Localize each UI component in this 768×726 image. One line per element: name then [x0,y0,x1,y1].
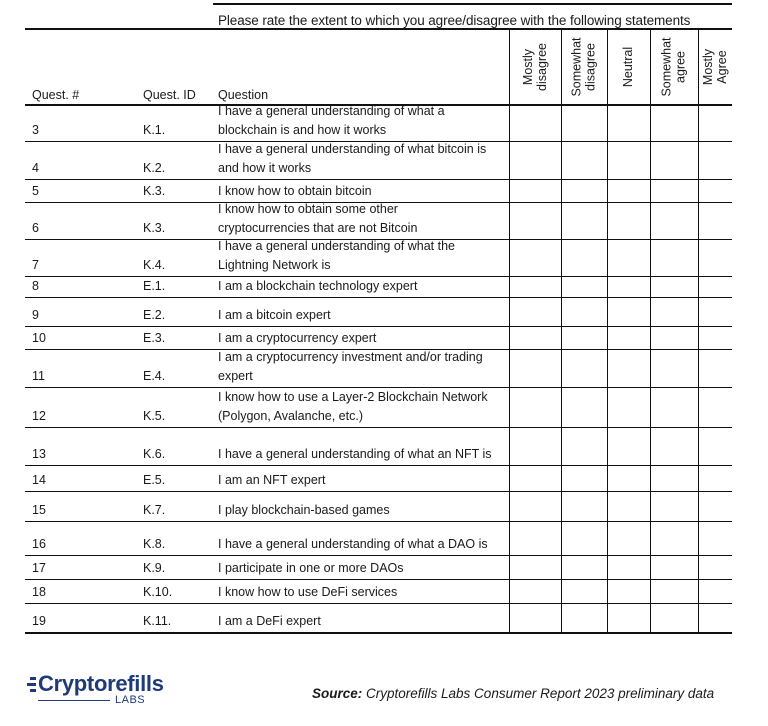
source-note [312,686,714,701]
question-cell [218,501,508,520]
grid-vline [607,30,608,633]
quest-num-cell: 13 [32,446,46,461]
table-row [25,240,732,277]
question-line: I have a general understanding of what bitcoin is [218,142,487,156]
quest-num-cell: 8 [32,278,39,293]
grid-vline [561,30,562,633]
quest-id-cell: K.1. [143,122,166,137]
table-row [25,556,732,580]
scale-header-line: Somewhat [660,37,674,97]
header-question: Question [218,88,269,102]
question-cell [218,388,508,425]
question-line: blockchain is and how it works [218,122,387,137]
question-cell [218,612,508,631]
scale-header-line: Neutral [621,46,636,88]
quest-id-cell: K.6. [143,446,166,461]
question-line: I have a general understanding of what an NFT is [218,446,492,461]
quest-id-cell: K.7. [143,502,166,517]
table-row [25,298,732,327]
question-cell [218,237,508,274]
question-cell [218,583,508,602]
scale-header-line: agree [674,51,688,83]
quest-num-cell: 12 [32,408,46,423]
scale-header-line: Mostly [701,48,715,86]
scale-header-line: Somewhat [570,37,584,97]
scale-header-line: disagree [584,43,598,91]
quest-num-cell: 18 [32,584,46,599]
question-line: I have a general understanding of what the [218,239,455,253]
question-line: I am a blockchain technology expert [218,278,418,293]
quest-id-cell: E.1. [143,278,166,293]
table-row [25,106,732,142]
quest-num-cell: 7 [32,257,39,272]
question-cell [218,277,508,296]
question-line: I am an NFT expert [218,472,326,487]
scale-header-line: Agree [715,50,729,84]
quest-id-cell: K.5. [143,408,166,423]
scale-header-0 [509,30,561,104]
quest-num-cell: 19 [32,613,46,628]
cryptorefills-logo [27,671,162,707]
logo-mark-icon [27,677,36,693]
question-line: I have a general understanding of what a DAO is [218,536,488,551]
quest-id-cell: K.9. [143,560,166,575]
question-line: I am a DeFi expert [218,613,321,628]
table-row [25,388,732,428]
grid-vline [509,30,510,633]
table-row [25,604,732,632]
question-line: Lightning Network is [218,257,331,272]
question-cell [218,329,508,348]
quest-id-cell: E.2. [143,307,166,322]
quest-id-cell: K.8. [143,536,166,551]
quest-num-cell: 5 [32,183,39,198]
quest-id-cell: K.3. [143,220,166,235]
quest-id-cell: E.5. [143,472,166,487]
table-row [25,428,732,466]
grid-vline [650,30,651,633]
table-row [25,492,732,522]
table-row [25,466,732,492]
table-row [25,522,732,556]
table-row [25,327,732,350]
table-row [25,350,732,388]
table-row [25,277,732,298]
question-line: I know how to use DeFi services [218,584,398,599]
table-row [25,580,732,604]
question-cell [218,306,508,325]
header-quest-id: Quest. ID [143,88,196,102]
question-line: I play blockchain-based games [218,502,390,517]
question-cell [218,535,508,554]
question-cell [218,559,508,578]
scale-header-2 [607,30,650,104]
quest-id-cell: E.3. [143,330,166,345]
quest-num-cell: 4 [32,160,39,175]
question-line: I know how to obtain bitcoin [218,183,372,198]
question-line: and how it works [218,160,312,175]
quest-num-cell: 6 [32,220,39,235]
table-row [25,142,732,180]
question-line: I am a cryptocurrency expert [218,330,377,345]
source-text: Cryptorefills Labs Consumer Report 2023 preliminary data [362,686,715,701]
quest-num-cell: 15 [32,502,46,517]
question-cell [218,200,508,237]
question-line: I participate in one or more DAOs [218,560,404,575]
question-line: (Polygon, Avalanche, etc.) [218,408,363,423]
quest-id-cell: K.3. [143,183,166,198]
quest-num-cell: 3 [32,122,39,137]
question-line: I know how to use a Layer-2 Blockchain Network [218,390,488,404]
quest-num-cell: 9 [32,307,39,322]
quest-id-cell: K.11. [143,613,172,628]
question-cell [218,182,508,201]
source-label: Source: [312,686,363,701]
scale-header-4 [698,30,732,104]
scale-header-line: Mostly [520,48,535,86]
question-cell [218,102,508,139]
question-line: I am a bitcoin expert [218,307,331,322]
quest-num-cell: 10 [32,330,46,345]
quest-id-cell: K.2. [143,160,166,175]
scale-header-1 [561,30,607,104]
question-cell [218,140,508,177]
question-cell [218,471,508,490]
quest-id-cell: E.4. [143,368,166,383]
quest-num-cell: 11 [32,368,45,383]
question-cell [218,445,508,464]
question-line: expert [218,368,253,383]
header-quest-num: Quest. # [32,88,80,102]
scale-header-line: disagree [534,43,549,91]
question-line: cryptocurrencies that are not Bitcoin [218,220,418,235]
question-cell [218,348,508,385]
logo-wordmark: Cryptorefills [38,671,164,696]
question-line: I have a general understanding of what a [218,104,445,118]
statement-banner [213,3,732,29]
table-bottom-rule [25,632,732,634]
banner-text: Please rate the extent to which you agree/disagree with the following statements [218,13,691,28]
quest-id-cell: K.10. [143,584,173,599]
question-line: I am a cryptocurrency investment and/or trading [218,350,483,364]
quest-id-cell: K.4. [143,257,166,272]
grid-vline [698,30,699,633]
quest-num-cell: 17 [32,560,46,575]
question-line: I know how to obtain some other [218,202,398,216]
logo-labs: LABS [115,694,146,706]
quest-num-cell: 16 [32,536,46,551]
scale-header-3 [650,30,698,104]
table-row [25,203,732,240]
quest-num-cell: 14 [32,472,46,487]
